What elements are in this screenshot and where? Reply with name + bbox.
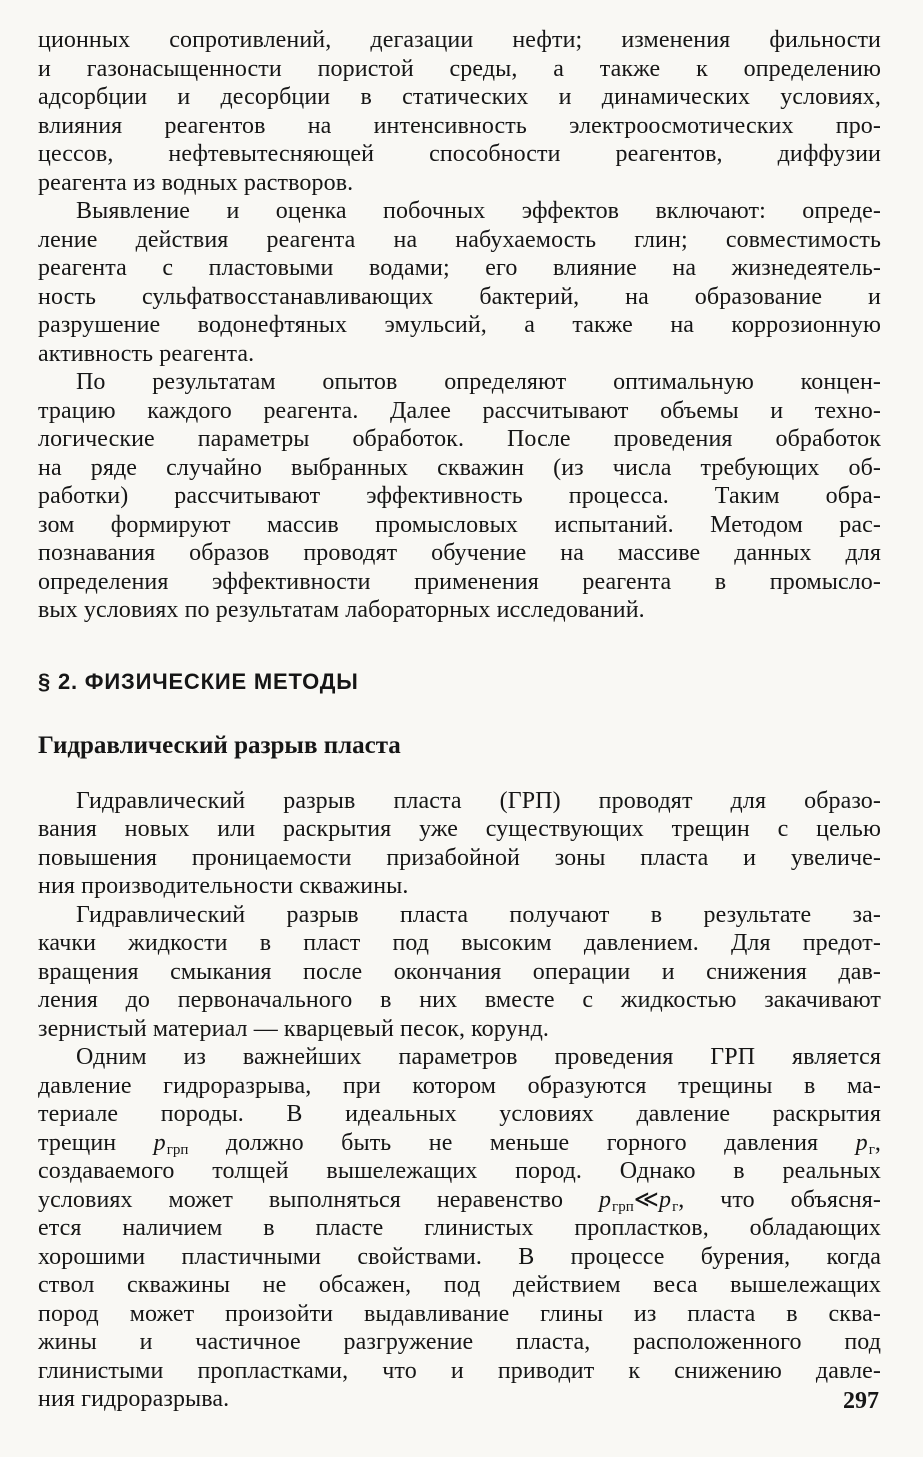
text-line: Одним из важнейших параметров проведения ГРП является	[76, 1044, 881, 1070]
text-line: повышения проницаемости призабойной зоны пласта и увеличе-	[38, 844, 881, 871]
text-line: цессов, нефтевытесняющей способности реагентов, диффузии	[38, 141, 881, 167]
paragraph	[38, 1043, 881, 1414]
text-line: Гидравлический разрыв пласта получают в результате за-	[76, 901, 881, 928]
text-line: адсорбции и десорбции в статических и динамических условиях,	[38, 84, 881, 110]
text-line: активность реагента.	[38, 340, 255, 367]
text-line: на ряде случайно выбранных скважин (из числа требующих об-	[38, 454, 881, 481]
paragraph	[38, 26, 881, 197]
text-line: зом формируют массив промысловых испытаний. Методом рас-	[38, 511, 881, 538]
paragraph	[38, 368, 881, 625]
text-line: вращения смыкания после окончания операции и снижения дав-	[38, 958, 881, 985]
text-line: влияния реагентов на интенсивность электроосмотических про-	[38, 112, 881, 139]
text-line: ствол скважины не обсажен, под действием веса вышележащих	[38, 1272, 881, 1298]
text-block	[38, 26, 881, 1414]
paragraph	[38, 901, 881, 1044]
subheading: Гидравлический разрыв пласта	[38, 731, 401, 759]
text-line: трещин $p_{грп}$ должно быть не меньше горного давления $p_г$,	[38, 1129, 881, 1158]
text-line: логические параметры обработок. После проведения обработок	[38, 426, 881, 452]
text-line: зернистый материал — кварцевый песок, корунд.	[38, 1015, 550, 1042]
text-line: жины и частичное разгружение пласта, расположенного под	[38, 1329, 881, 1355]
text-line: ется наличием в пласте глинистых пропластков, обладающих	[38, 1215, 881, 1241]
text-line: ность сульфатвосстанавливающих бактерий, на образование и	[38, 283, 881, 310]
text-line: териале породы. В идеальных условиях давление раскрытия	[38, 1101, 881, 1127]
text-line: Выявление и оценка побочных эффектов включают: опреде-	[76, 198, 881, 224]
page-number: 297	[843, 1388, 879, 1414]
text-line: ление действия реагента на набухаемость глин; совместимость	[38, 226, 881, 253]
text-line: реагента с пластовыми водами; его влияние на жизнедеятель-	[38, 255, 881, 281]
text-line: вания новых или раскрытия уже существующих трещин с целью	[38, 816, 881, 842]
text-line: глинистыми пропластками, что и приводит к снижению давле-	[38, 1357, 881, 1384]
text-line: качки жидкости в пласт под высоким давлением. Для предот-	[38, 930, 881, 956]
text-line: ния гидроразрыва.	[38, 1386, 230, 1412]
text-line: работки) рассчитывают эффективность процесса. Таким обра-	[38, 483, 881, 509]
text-line: трацию каждого реагента. Далее рассчитывают объемы и техно-	[38, 397, 881, 424]
text-line: определения эффективности применения реагента в промысло-	[38, 568, 881, 595]
text-line: разрушение водонефтяных эмульсий, а также на коррозионную	[38, 312, 881, 338]
text-line: ления до первоначального в них вместе с жидкостью закачивают	[38, 987, 881, 1013]
text-line: создаваемого толщей вышележащих пород. Однако в реальных	[38, 1158, 881, 1184]
text-line: вых условиях по результатам лабораторных исследований.	[38, 597, 645, 623]
text-line: Гидравлический разрыв пласта (ГРП) проводят для образо-	[76, 787, 881, 814]
text-line: познавания образов проводят обучение на массиве данных для	[38, 540, 881, 566]
paragraph	[38, 197, 881, 368]
text-line: По результатам опытов определяют оптимальную концен-	[76, 369, 881, 395]
text-line: пород может произойти выдавливание глины из пласта в сква-	[38, 1300, 881, 1327]
text-line: и газонасыщенности пористой среды, а также к определению	[38, 55, 881, 82]
paragraph	[38, 787, 881, 901]
text-line: давление гидроразрыва, при котором образуются трещины в ма-	[38, 1072, 881, 1099]
section-heading: § 2. ФИЗИЧЕСКИЕ МЕТОДЫ	[38, 668, 359, 694]
text-line: ционных сопротивлений, дегазации нефти; изменения фильности	[38, 27, 881, 53]
text-line: реагента из водных растворов.	[38, 169, 354, 196]
text-line: ния производительности скважины.	[38, 873, 409, 899]
text-line: хорошими пластичными свойствами. В процессе бурения, когда	[38, 1243, 881, 1270]
text-line: условиях может выполняться неравенство $p_{грп}≪p_г$, что объясня-	[38, 1186, 882, 1215]
